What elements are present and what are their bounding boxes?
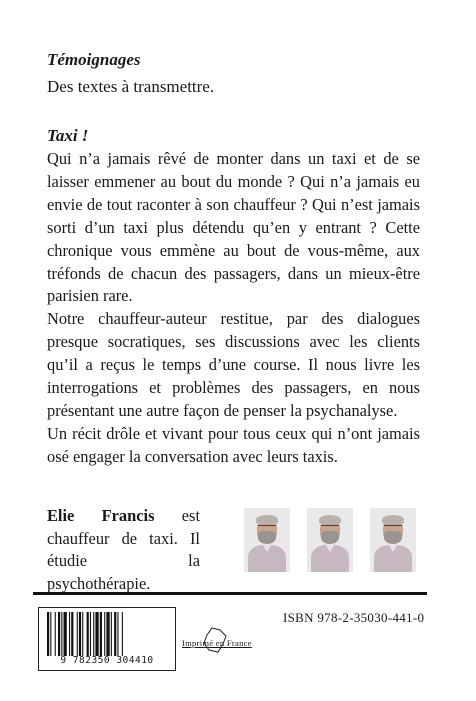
series-name: Témoignages <box>47 50 141 69</box>
author-photo <box>370 508 416 572</box>
blurb <box>47 148 420 469</box>
blurb-paragraph: Notre chauffeur-auteur restitue, par des dialogues presque socratiques, ses discussions avec les clients qu’il a reçus le temps d’une course. Il nous livre les interrogations et problèmes des passagers, en nous présentant une autre façon de penser la psychanalyse. <box>47 309 420 420</box>
series-tagline: Des textes à transmettre. <box>47 77 215 96</box>
author-photo <box>307 508 353 572</box>
author-name: Elie Francis <box>47 506 155 525</box>
isbn: ISBN 978-2-35030-441-0 <box>283 610 425 625</box>
divider-rule <box>33 592 427 595</box>
blurb-paragraph: Qui n’a jamais rêvé de monter dans un taxi et de se laisser emmener au bout du monde ? Qui n’a jamais eu envie de tout raconter à son chauffeur ? Qui n’est jamais sorti d’un taxi plus détendu qu’en y entrant ? Cette chronique vous emmène au bout de vous-même, aux tréfonds de chacun des passagers, dans un mieux-être parisien rare. <box>47 149 420 306</box>
blurb-paragraph: Un récit drôle et vivant pour tous ceux qui n’ont jamais osé engager la conversation avec leurs taxis. <box>47 423 420 466</box>
barcode <box>38 607 176 671</box>
author-bio <box>47 505 200 595</box>
barcode-bars <box>47 612 167 656</box>
book-title: Taxi ! <box>47 126 89 145</box>
imprint-label: Imprimé en France <box>182 638 252 648</box>
author-photo <box>244 508 290 572</box>
barcode-digits: 9 782350 304410 <box>60 655 154 666</box>
author-description: est chauffeur de taxi. Il étudie la psychothérapie. <box>47 506 200 593</box>
